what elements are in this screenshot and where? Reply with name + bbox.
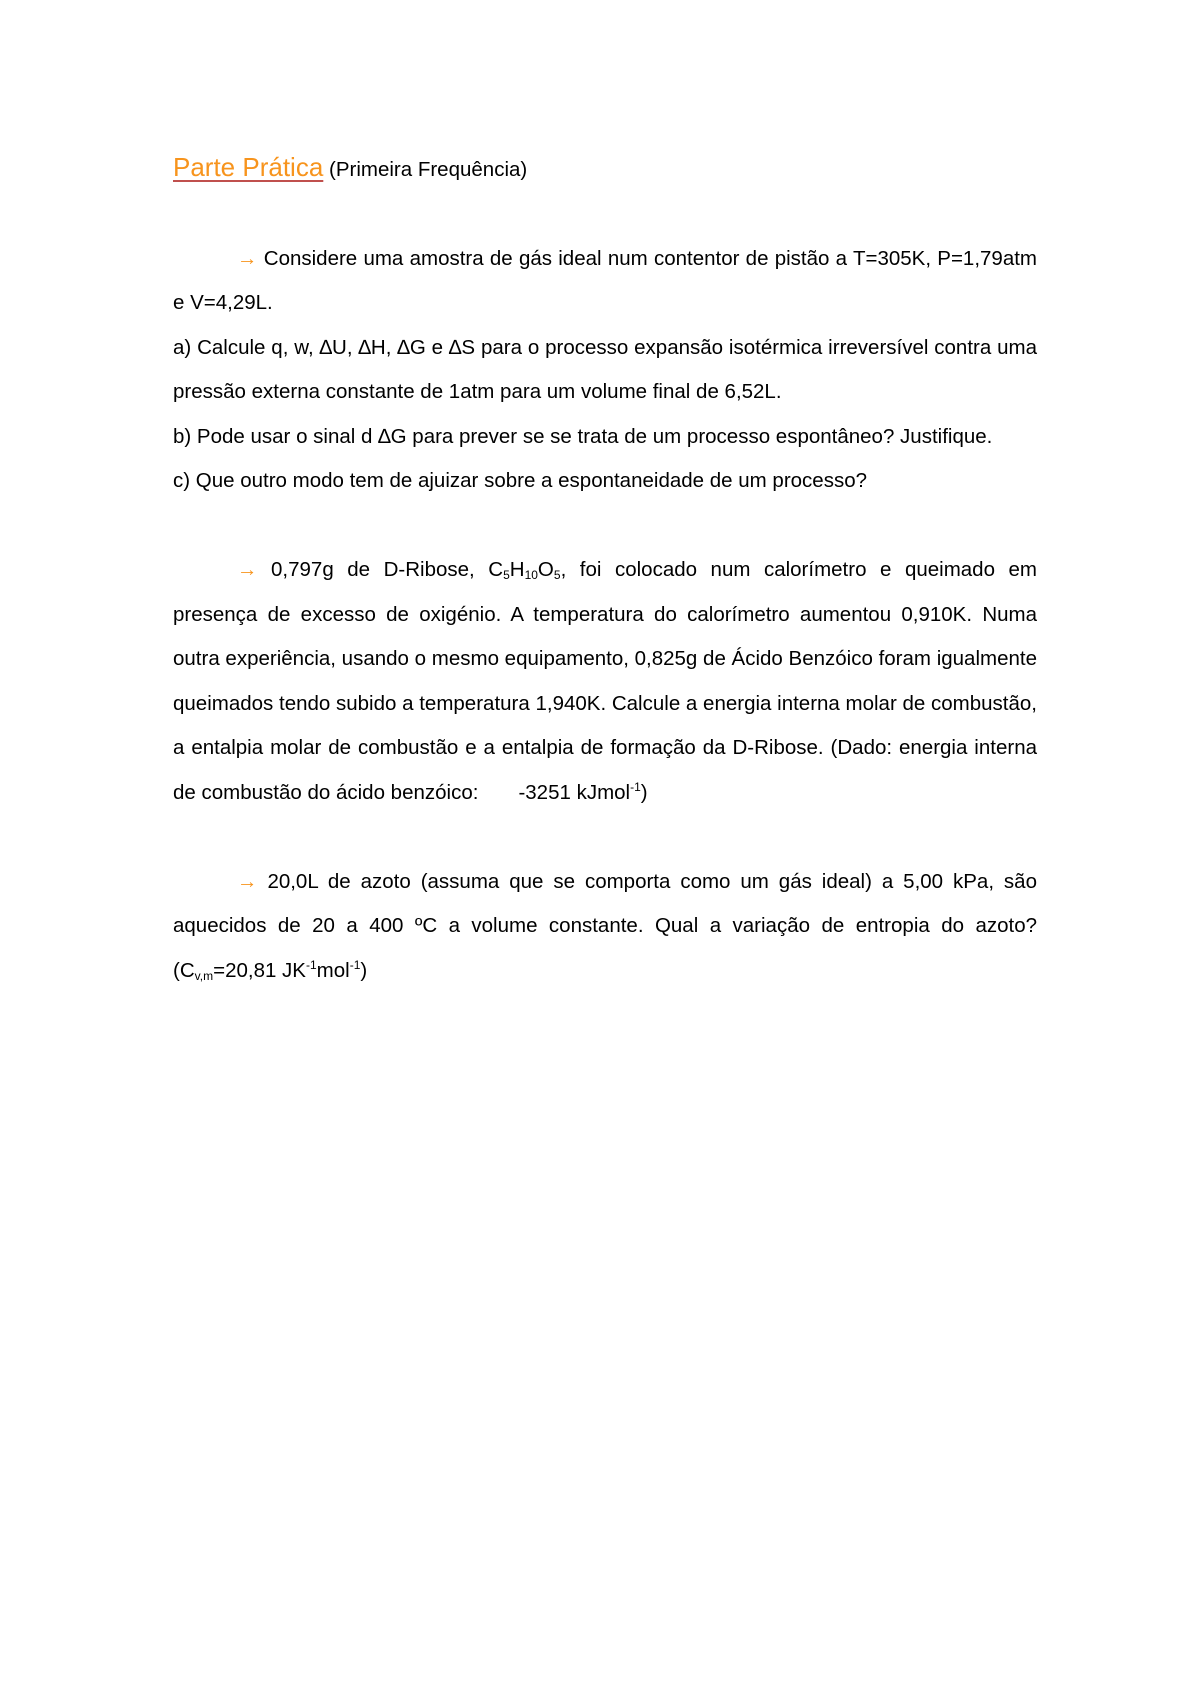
title-main: Parte Prática bbox=[173, 152, 324, 182]
page-title bbox=[173, 145, 1037, 192]
q3-text-1: 20,0L de azoto (assuma que se comporta como um gás ideal) a 5,00 kPa, são aquecidos de 20 a 400 ºC a volume constante. Qual a variação de entropia do azoto? (C bbox=[173, 869, 1037, 982]
q2-sup-1: -1 bbox=[630, 779, 641, 794]
spacer bbox=[173, 815, 1037, 860]
q2-sub-2: 10 bbox=[524, 568, 538, 582]
q2-text-2: H bbox=[509, 558, 525, 581]
question-1 bbox=[173, 237, 1037, 504]
spacer bbox=[173, 192, 1037, 237]
question-2-text bbox=[173, 548, 1037, 815]
q2-text-3: O bbox=[537, 558, 554, 581]
title-subtitle: (Primeira Frequência) bbox=[329, 158, 528, 181]
q2-text-4: , foi colocado num calorímetro e queimado em presença de excesso de oxigénio. A temperatura do calorímetro aumentou 0,910K. Numa outra experiência, usando o mesmo equipamento, 0,825g de Ácido Benzóico foram igualmente queimados tendo subido a temperatura 1,940K. Calcule a energia interna molar de combustão, a entalpia molar de combustão e a entalpia de formação da D-Ribose. (Dado: energia interna de combustão do ácido benzóico: bbox=[173, 558, 1037, 804]
q2-text-1: 0,797g de D-Ribose, C bbox=[271, 558, 504, 581]
q3-sub-1: v,m bbox=[194, 968, 214, 983]
question-1-intro-text: Considere uma amostra de gás ideal num contentor de pistão a T=305K, P=1,79atm e V=4,29L. bbox=[173, 246, 1038, 314]
question-1a: a) Calcule q, w, ∆U, ∆H, ∆G e ∆S para o processo expansão isotérmica irreversível contra uma pressão externa constante de 1atm para um volume final de 6,52L. bbox=[173, 335, 1037, 403]
q3-sup-1: -1 bbox=[305, 957, 317, 972]
document-content bbox=[173, 145, 1037, 993]
arrow-right-icon: → bbox=[237, 246, 258, 270]
arrow-right-icon: → bbox=[237, 558, 258, 581]
q3-text-4: ) bbox=[360, 958, 368, 982]
q3-text-2: =20,81 JK bbox=[213, 958, 306, 982]
q3-sup-2: -1 bbox=[349, 957, 361, 972]
q2-sub-1: 5 bbox=[503, 568, 510, 582]
q3-text-3: mol bbox=[316, 958, 350, 982]
question-2 bbox=[173, 548, 1037, 815]
spacer bbox=[173, 504, 1037, 549]
arrow-right-icon: → bbox=[237, 869, 258, 893]
q2-text-6: ) bbox=[640, 780, 648, 804]
question-3-text bbox=[173, 860, 1037, 994]
q2-sub-3: 5 bbox=[553, 568, 561, 582]
question-1b: b) Pode usar o sinal d ∆G para prever se se trata de um processo espontâneo? Justifique. bbox=[173, 424, 993, 448]
question-3 bbox=[173, 860, 1037, 994]
question-1-intro bbox=[173, 237, 1037, 326]
q2-text-5: -3251 kJmol bbox=[518, 780, 631, 804]
question-1c: c) Que outro modo tem de ajuizar sobre a espontaneidade de um processo? bbox=[173, 469, 867, 492]
